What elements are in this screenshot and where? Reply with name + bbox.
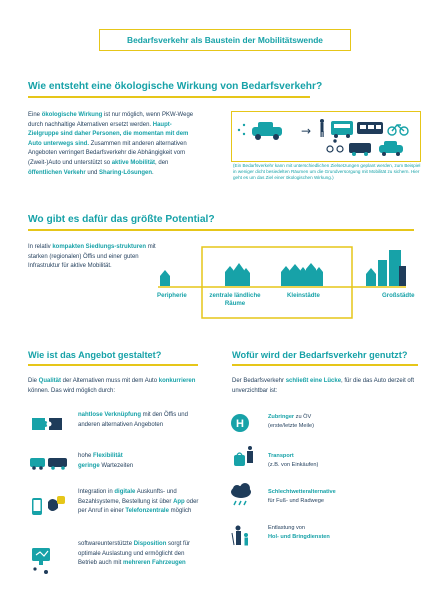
small-town-houses-icon [281,263,323,286]
mode-shift-illustration [232,112,420,160]
usage-item-1: Zubringer zu ÖV (erste/letzte Meile) [268,414,315,429]
section4-heading: Wofür wird der Bedarfsverkehr genutzt? [232,350,408,360]
offer-item-2: hohe Flexibilität geringe Wartezeiten [78,453,134,469]
section4-rule [232,364,418,366]
bicycle-icon [388,125,408,135]
rural-centre-houses-icon [225,263,250,286]
usage-item-3: Schlechtwetteralternative für Fuß- und Radwege [268,489,336,504]
section2-text: In relativ kompakten Siedlungs-strukturen mit starken (regionalen) Öffis und einer guten Infrastruktur für aktive Mobilität. [28,244,156,270]
cyclist-icon [327,139,343,152]
section3-intro: Die Qualität der Alternativen muss mit dem Auto konkurrieren können. Das wird möglich durch: [28,378,196,394]
title-box [99,29,351,51]
usage-item-4: Entlastung von Hol- und Bringdiensten [268,525,330,540]
label-small-towns: Kleinstädte [287,292,320,299]
rain-cloud-icon [231,483,251,505]
effect-illustration-box [231,111,421,162]
section4-intro: Der Bedarfsverkehr schließt eine Lücke, für die das Auto derzeit oft unverzichtbar ist: [232,378,415,394]
section1-heading: Wie entsteht eine ökologische Wirkung von Bedarfsverkehr? [28,81,323,92]
page-title: Bedarfsverkehr als Baustein der Mobilitätswende [127,35,323,45]
section1-rule [28,96,310,98]
offer-item-3: Integration in digitale Auskunfts- und Bezahlsysteme, Bestellung ist über App oder per Anruf in einer Telefonzentrale möglich [78,489,199,515]
label-large-cities: Großstädte [382,292,415,299]
section3-heading: Wie ist das Angebot gestaltet? [28,350,162,360]
vehicles-icon [30,458,67,470]
pedestrian-icon [320,119,324,137]
arrow-icon: → [301,124,312,138]
bus-icon [331,121,353,138]
car-emission-icon [238,122,282,140]
label-periphery: Peripherie [157,292,187,299]
stop-sign-icon [231,414,249,432]
offer-icons-column [30,412,74,588]
shared-car-icon [379,141,403,156]
offer-item-1: nahtlose Verknüpfung mit den Öffis und anderen alternativen Angeboten [78,412,188,428]
puzzle-icon [32,418,62,430]
tram-icon [357,122,383,134]
section1-text: Eine ökologische Wirkung ist nur möglich, wenn PKW-Wege durch nachhaltige Alternativen ersetzt werden. Haupt-Zielgruppe sind daher Personen, die momentan mit dem Auto unterwegs sind. Zusammen mit anderen alternativen Angeboten verringert Bedarfsverkehr die Abhängigkeit vom (Zweit-)Auto und unterstützt so aktive Mobilität, den öffentlichen Verkehr und Sharing-Lösungen. [28,112,194,176]
section2-heading: Wo gibt es dafür das größte Potential? [28,214,215,225]
dispatch-screen-icon [32,548,50,574]
usage-icons-column [228,408,268,578]
family-icon [232,526,248,546]
shopping-bags-icon [234,446,253,466]
settlement-illustration [150,244,430,322]
section1-caption: (Ein Bedarfsverkehr kann mit unterschiedlichen Zielsetzungen geplant werden, zum Beispiel in weniger dicht besiedelten Räumen um die Grundversorgung mit Mobilität zu sichern. Hier geht es um das Ziel einer ökologischen Wirkung.) [233,163,421,181]
section2-rule [28,229,414,231]
usage-item-2: Transport (z.B. von Einkäufen) [268,453,319,468]
svg-text:H: H [236,418,244,430]
phone-app-icon [32,496,65,515]
periphery-houses-icon [160,270,170,286]
label-rural-centres: zentrale ländliche Räume [209,292,261,307]
city-buildings-icon [366,250,406,286]
section3-rule [28,364,198,366]
offer-item-4: softwareunterstützte Disposition sorgt für optimale Auslastung und ermöglicht den Betrieb auch mit mehreren Fahrzeugen [78,541,191,567]
van-icon [349,143,371,156]
